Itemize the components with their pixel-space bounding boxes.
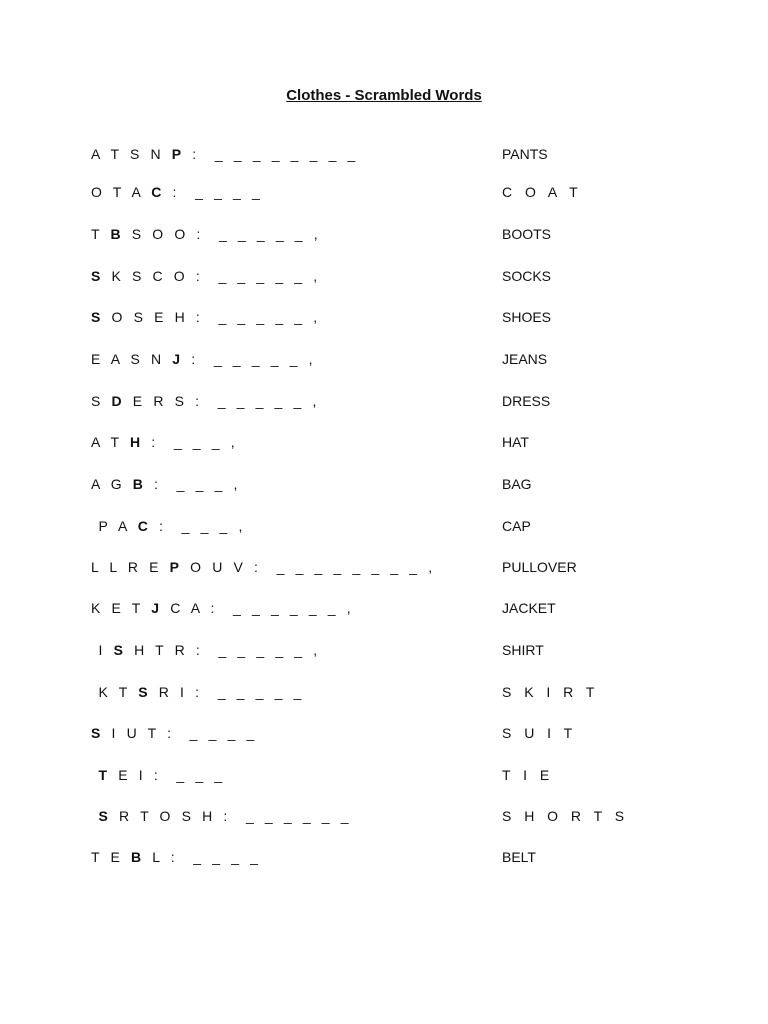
word-row [0,146,768,168]
answer-word: DRESS [502,393,551,409]
word-row [0,268,768,290]
answer-word: S K I R T [502,684,599,700]
scrambled-word: K T S R I : _ _ _ _ _ [91,684,305,700]
word-row [0,600,768,622]
answer-word: BAG [502,476,532,492]
scrambled-word: T E I : _ _ _ [98,767,226,783]
scrambled-word: S K S C O : _ _ _ _ _ , [91,268,321,284]
answer-word: CAP [502,518,531,534]
answer-word: PANTS [502,146,548,162]
word-row [0,725,768,747]
scrambled-word: O T A C : _ _ _ _ [91,184,264,200]
answer-word: SOCKS [502,268,552,284]
answer-word: T I E [502,767,554,783]
word-row [0,767,768,789]
answer-word: BELT [502,849,536,865]
scrambled-word: S D E R S : _ _ _ _ _ , [91,393,321,409]
answer-word: JEANS [502,351,548,367]
scrambled-word: T E B L : _ _ _ _ [91,849,262,865]
word-row [0,184,768,206]
scrambled-word: A G B : _ _ _ , [91,476,242,492]
word-row [0,808,768,830]
word-row [0,226,768,248]
answer-word: JACKET [502,600,556,616]
answer-word: SHOES [502,309,552,325]
scrambled-word: T B S O O : _ _ _ _ _ , [91,226,322,242]
word-row [0,849,768,871]
word-row [0,434,768,456]
word-row [0,518,768,540]
scrambled-word: E A S N J : _ _ _ _ _ , [91,351,317,367]
answer-word: HAT [502,434,529,450]
scrambled-word: S R T O S H : _ _ _ _ _ _ [98,808,353,824]
answer-word: S H O R T S [502,808,629,824]
scrambled-word: I S H T R : _ _ _ _ _ , [91,642,321,658]
word-row [0,559,768,581]
word-row [0,309,768,331]
answer-word: C O A T [502,184,583,200]
page-title: Clothes - Scrambled Words [286,87,482,104]
scrambled-word: K E T J C A : _ _ _ _ _ _ , [91,600,355,616]
word-row [0,476,768,498]
answer-word: BOOTS [502,226,552,242]
scrambled-word: P A C : _ _ _ , [91,518,247,534]
word-row [0,684,768,706]
answer-word: S U I T [502,725,577,741]
answer-word: SHIRT [502,642,544,658]
word-row [0,642,768,664]
scrambled-word: A T S N P : _ _ _ _ _ _ _ _ [91,146,359,162]
scrambled-word: L L R E P O U V : _ _ _ _ _ _ _ _ , [91,559,436,575]
word-row [0,351,768,373]
scrambled-word: S O S E H : _ _ _ _ _ , [91,309,321,325]
scrambled-word: A T H : _ _ _ , [91,434,239,450]
scrambled-word: S I U T : _ _ _ _ [91,725,258,741]
answer-word: PULLOVER [502,559,577,575]
word-row [0,393,768,415]
